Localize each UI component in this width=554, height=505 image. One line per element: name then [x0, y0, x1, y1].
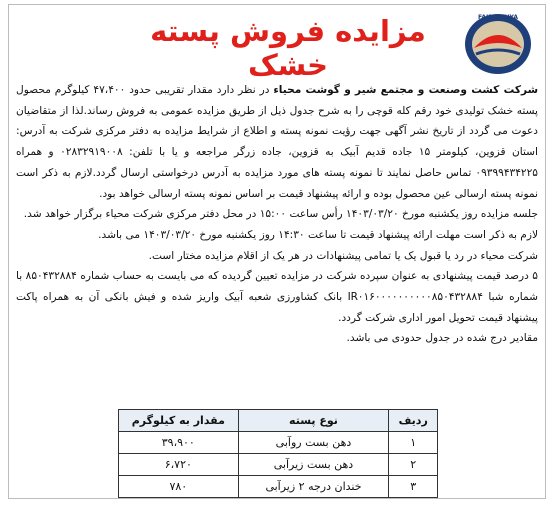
company-name: شرکت کشت وصنعت و مجتمع شیر و گوشت محیاء	[273, 84, 538, 96]
intro-paragraph	[16, 80, 538, 204]
row-amount: ۷۸۰	[119, 476, 239, 498]
row-amount: ۶،۷۲۰	[119, 454, 239, 476]
session-paragraph: جلسه مزایده روز یکشنبه مورخ ۱۴۰۳/۰۳/۲۰ رأس ساعت ۱۵:۰۰ در محل دفتر مرکزی شرکت محیاء برگزار خواهد شد.	[23, 208, 538, 221]
row-index: ۳	[389, 476, 438, 498]
deadline-paragraph: لازم به ذکر است مهلت ارائه پیشنهاد قیمت تا ساعت ۱۴:۳۰ روز یکشنبه مورخ ۱۴۰۳/۰۳/۲۰ می باشد.	[98, 228, 538, 241]
quantities-table-wrap	[118, 409, 438, 498]
table-row	[119, 454, 438, 476]
intro-text: در نظر دارد مقدار تقریبی حدود ۴۷،۴۰۰ کیلوگرم محصول پسته خشک تولیدی خود رقم کله قوچی را به شرح جدول ذیل از طریق مزایده عمومی به فروش رساند.لذا از متقاضیان دعوت می گردد از تاریخ نشر آگهی جهت رؤیت نمونه پسته و اطلاع از شرایط مزایده به دفتر مرکزی شرکت به آدرس: استان قزوین، کیلومتر ۱۵ جاده قدیم آبیک به قزوین، جاده زرگر مراجعه و یا با تلفن: ۰۲۸۳۲۹۱۹۰۰۸ و همراه ۰۹۳۹۹۴۳۴۲۲۵ تماس حاصل نمایند تا نمونه پسته های مورد مزایده به آدرس درخواستی ارسال گردد.لازم به ذکر است نمونه پسته ارسالی عین محصول بوده و ارائه پیشنهاد قیمت بر اساس نمونه پسته ارسالی خواهد بود.	[16, 84, 538, 200]
table-row	[119, 476, 438, 498]
note-paragraph: مقادیر درج شده در جدول حدودی می باشد.	[346, 332, 538, 345]
rights-paragraph: شرکت محیاء در رد یا قبول یک یا تمامی پیشنهادات در هر یک از اقلام مزایده مختار است.	[148, 249, 538, 262]
row-index: ۲	[389, 454, 438, 476]
logo-text: FAJR NAHYA	[477, 14, 519, 21]
header-type: نوع پسته	[238, 410, 389, 432]
deposit-paragraph: ۵ درصد قیمت پیشنهادی به عنوان سپرده شرکت در مزایده تعیین گردیده که می بایست به حساب شماره ۸۵۰۴۳۲۸۸۴ با شماره شبا IR۰۱۶۰۰۰۰۰۰۰۰۰۰۸۵۰۴۳۲۸۸۴ بانک کشاورزی شعبه آبیک واریز شده و فیش بانکی آن به همراه پاکت پیشنهاد قیمت تحویل امور اداری شرکت گردد.	[16, 270, 538, 324]
page-title: مزایده فروش پسته خشک	[150, 14, 426, 82]
row-type: خندان درجه ۲ زیرآبی	[238, 476, 389, 498]
row-type: دهن بست زیرآبی	[238, 454, 389, 476]
header-amount: مقدار به کیلوگرم	[119, 410, 239, 432]
announcement-body	[16, 80, 538, 349]
table-row	[119, 432, 438, 454]
row-index: ۱	[389, 432, 438, 454]
row-amount: ۳۹،۹۰۰	[119, 432, 239, 454]
quantities-table	[118, 409, 438, 498]
table-header-row	[119, 410, 438, 432]
fajr-nahya-logo-icon	[456, 8, 540, 80]
row-type: دهن بست روآبی	[238, 432, 389, 454]
header-index: ردیف	[389, 410, 438, 432]
